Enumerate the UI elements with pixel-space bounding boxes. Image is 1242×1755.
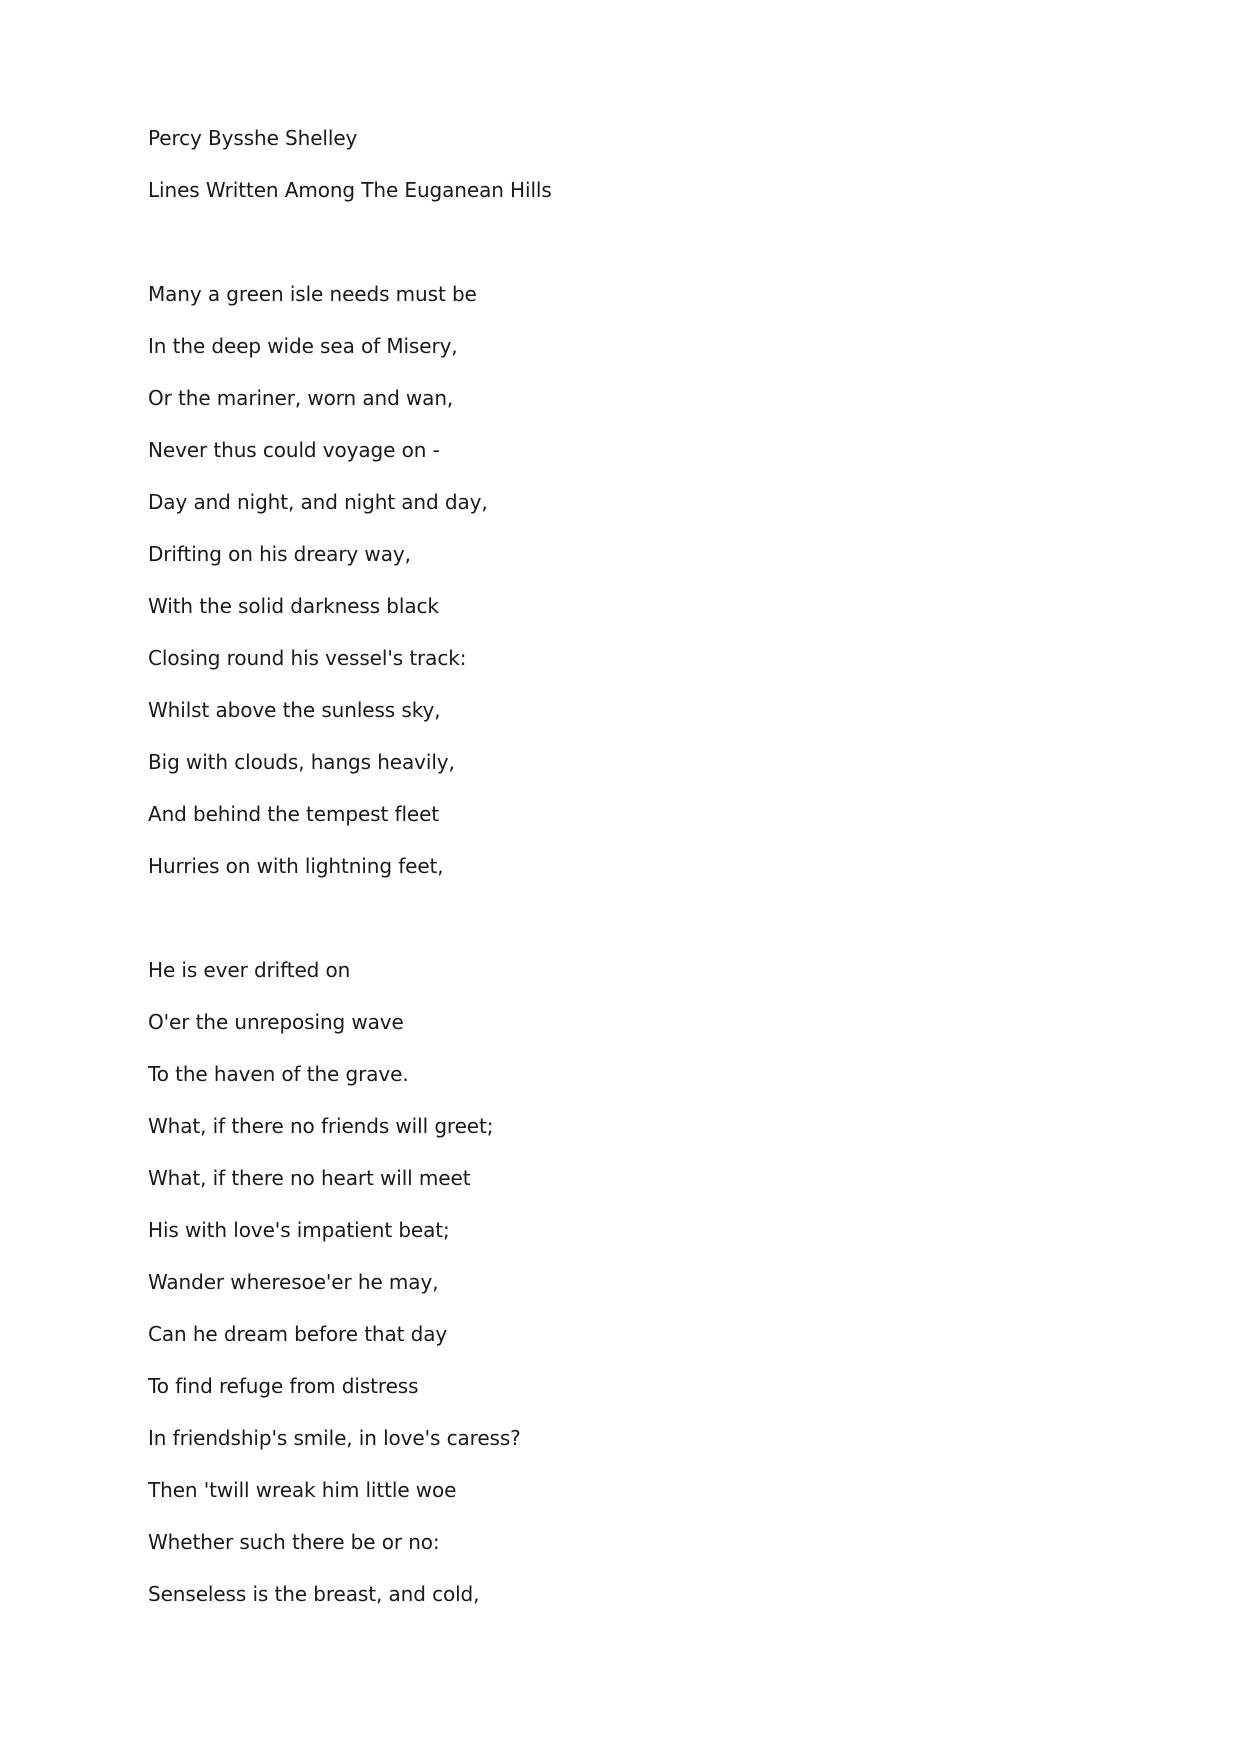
poem-line: Day and night, and night and day, xyxy=(148,490,488,514)
poem-line: What, if there no heart will meet xyxy=(148,1166,471,1190)
poem-line: Big with clouds, hangs heavily, xyxy=(148,750,455,774)
poem-line: Wander wheresoe'er he may, xyxy=(148,1270,439,1294)
poem-line: In the deep wide sea of Misery, xyxy=(148,334,458,358)
poem-line: And behind the tempest fleet xyxy=(148,802,440,826)
poem-line: To the haven of the grave. xyxy=(148,1062,409,1086)
stanza-gap xyxy=(148,892,1048,944)
poem-line: O'er the unreposing wave xyxy=(148,1010,404,1034)
poem-line: Senseless is the breast, and cold, xyxy=(148,1582,480,1606)
poem-line: Then 'twill wreak him little woe xyxy=(148,1478,457,1502)
poem-line: Whilst above the sunless sky, xyxy=(148,698,441,722)
poem-line: Closing round his vessel's track: xyxy=(148,646,467,670)
poem-line: Drifting on his dreary way, xyxy=(148,542,411,566)
poem-title: Lines Written Among The Euganean Hills xyxy=(148,178,552,202)
stanza-1 xyxy=(148,268,1048,892)
poem-line: Or the mariner, worn and wan, xyxy=(148,386,454,410)
poem-line: What, if there no friends will greet; xyxy=(148,1114,494,1138)
author-line: Percy Bysshe Shelley xyxy=(148,126,358,150)
poem-line: To find refuge from distress xyxy=(148,1374,419,1398)
poem-line: Many a green isle needs must be xyxy=(148,282,477,306)
poem-line: In friendship's smile, in love's caress? xyxy=(148,1426,521,1450)
poem-line: With the solid darkness black xyxy=(148,594,439,618)
poem-line: Never thus could voyage on - xyxy=(148,438,440,462)
poem-line: Whether such there be or no: xyxy=(148,1530,440,1554)
poem-line: He is ever drifted on xyxy=(148,958,351,982)
poem-line: His with love's impatient beat; xyxy=(148,1218,450,1242)
poem-line: Hurries on with lightning feet, xyxy=(148,854,444,878)
poem-content xyxy=(148,112,1048,1620)
stanza-gap xyxy=(148,216,1048,268)
poem-line: Can he dream before that day xyxy=(148,1322,448,1346)
stanza-2 xyxy=(148,944,1048,1620)
